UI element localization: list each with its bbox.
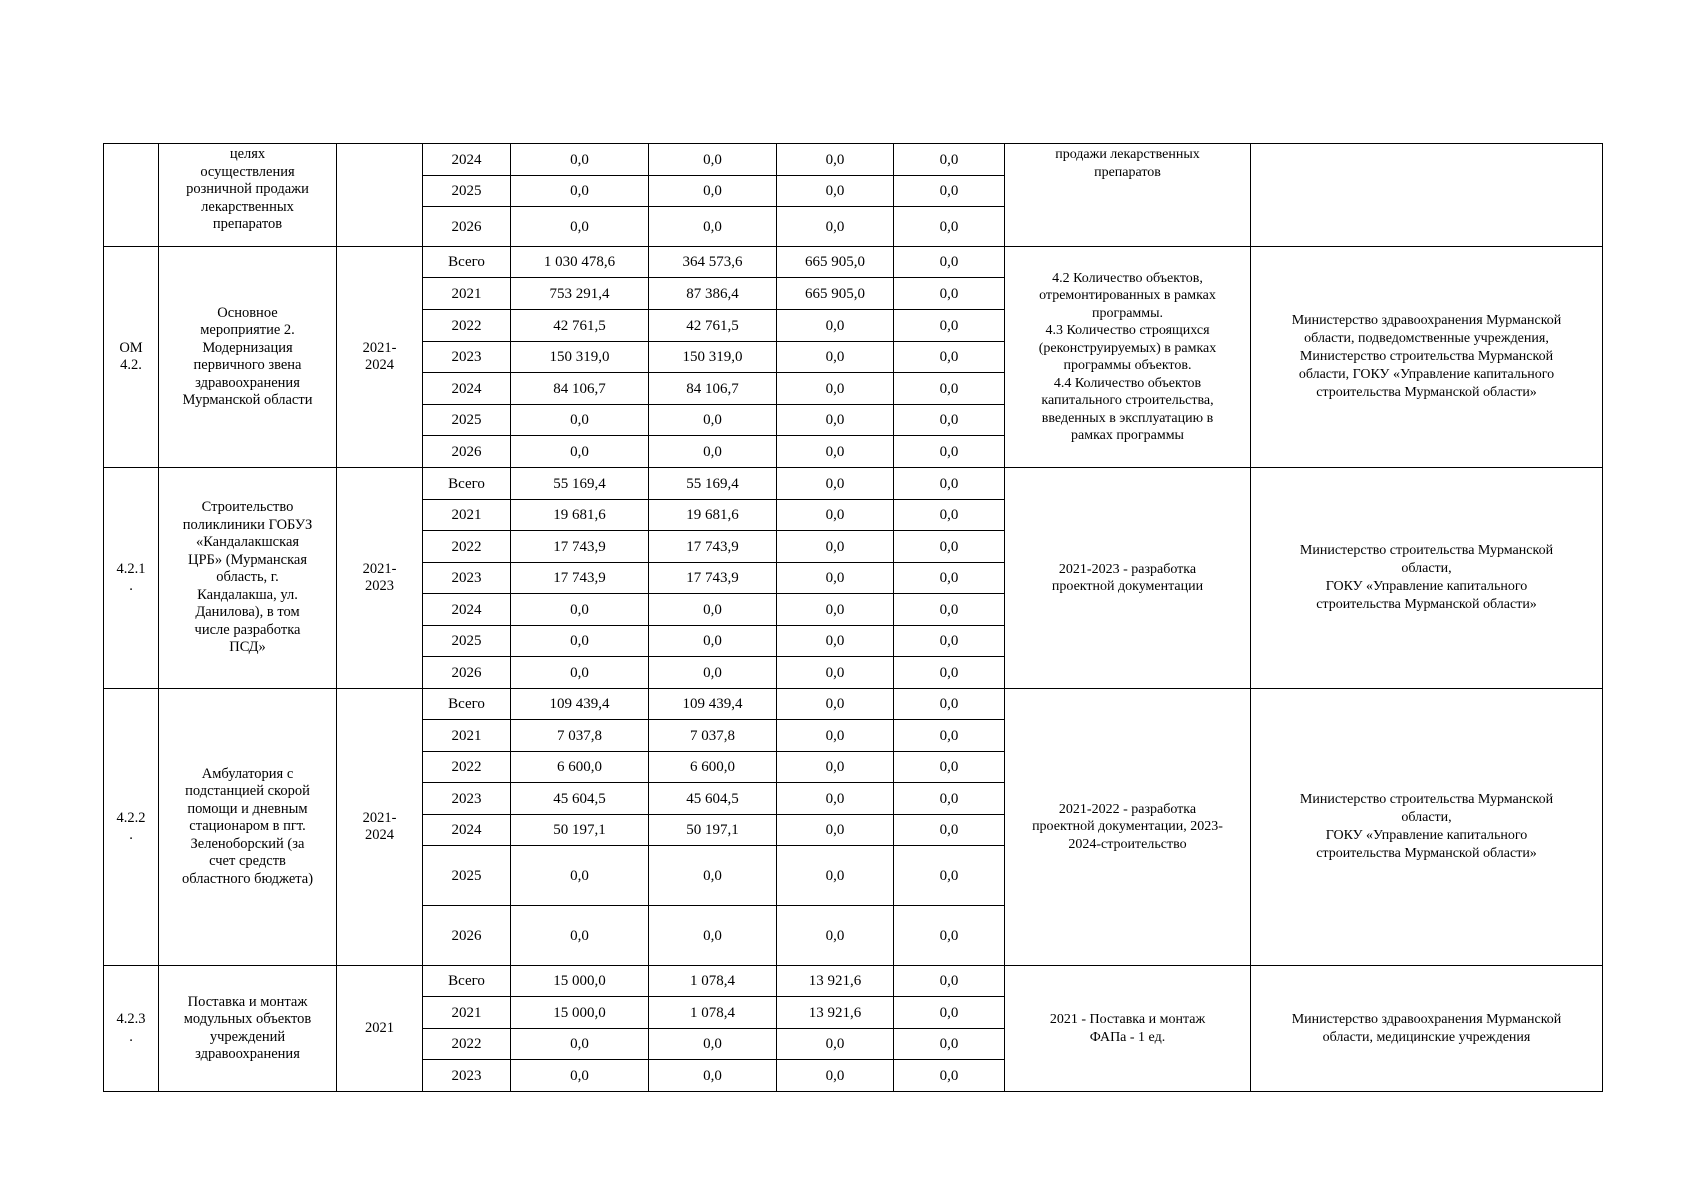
- amount-cell: 0,0: [777, 342, 894, 373]
- amount-cell: 0,0: [649, 594, 777, 626]
- total-amount-cell: 84 106,7: [511, 373, 649, 405]
- total-amount-cell: 0,0: [511, 1029, 649, 1060]
- amount-cell: 13 921,6: [777, 966, 894, 997]
- amount-cell: 109 439,4: [649, 689, 777, 720]
- item-code-cell: [104, 144, 159, 247]
- amount-cell: 0,0: [649, 144, 777, 176]
- amount-cell: 665 905,0: [777, 247, 894, 278]
- total-amount-cell: 17 743,9: [511, 563, 649, 594]
- executor-cell: [1251, 144, 1603, 247]
- total-amount-cell: 109 439,4: [511, 689, 649, 720]
- total-amount-cell: 0,0: [511, 657, 649, 689]
- amount-cell: 0,0: [777, 468, 894, 500]
- amount-cell: 0,0: [649, 176, 777, 207]
- period-cell: [337, 144, 423, 247]
- year-cell: 2021: [423, 720, 511, 752]
- amount-cell: 0,0: [777, 846, 894, 906]
- amount-cell: 6 600,0: [649, 752, 777, 783]
- total-amount-cell: 0,0: [511, 436, 649, 468]
- amount-cell: 0,0: [894, 1060, 1005, 1092]
- amount-cell: 45 604,5: [649, 783, 777, 815]
- amount-cell: 50 197,1: [649, 815, 777, 846]
- amount-cell: 0,0: [894, 468, 1005, 500]
- amount-cell: 0,0: [894, 997, 1005, 1029]
- total-amount-cell: 0,0: [511, 405, 649, 436]
- amount-cell: 0,0: [894, 278, 1005, 310]
- total-amount-cell: 150 319,0: [511, 342, 649, 373]
- period-cell: 2021: [337, 966, 423, 1092]
- amount-cell: 0,0: [894, 594, 1005, 626]
- period-cell: 2021- 2024: [337, 689, 423, 966]
- amount-cell: 0,0: [894, 846, 1005, 906]
- total-amount-cell: 0,0: [511, 906, 649, 966]
- amount-cell: 0,0: [894, 563, 1005, 594]
- amount-cell: 0,0: [777, 815, 894, 846]
- amount-cell: 0,0: [649, 207, 777, 247]
- total-amount-cell: 17 743,9: [511, 531, 649, 563]
- amount-cell: 0,0: [649, 405, 777, 436]
- amount-cell: 19 681,6: [649, 500, 777, 531]
- year-cell: 2024: [423, 144, 511, 176]
- amount-cell: 0,0: [894, 531, 1005, 563]
- item-code-cell: 4.2.3 .: [104, 966, 159, 1092]
- total-amount-cell: 45 604,5: [511, 783, 649, 815]
- executor-cell: Министерство строительства Мурманской области, ГОКУ «Управление капитального строительства Мурманской области»: [1251, 689, 1603, 966]
- total-amount-cell: 50 197,1: [511, 815, 649, 846]
- total-amount-cell: 15 000,0: [511, 966, 649, 997]
- year-cell: 2024: [423, 373, 511, 405]
- total-amount-cell: 6 600,0: [511, 752, 649, 783]
- amount-cell: 0,0: [894, 500, 1005, 531]
- year-cell: 2021: [423, 278, 511, 310]
- amount-cell: 84 106,7: [649, 373, 777, 405]
- year-cell: 2025: [423, 846, 511, 906]
- amount-cell: 0,0: [649, 626, 777, 657]
- item-name-cell: Основное мероприятие 2. Модернизация первичного звена здравоохранения Мурманской области: [159, 247, 337, 468]
- amount-cell: 0,0: [777, 783, 894, 815]
- year-cell: 2023: [423, 563, 511, 594]
- executor-cell: Министерство строительства Мурманской области, ГОКУ «Управление капитального строительства Мурманской области»: [1251, 468, 1603, 689]
- item-code-cell: 4.2.2 .: [104, 689, 159, 966]
- year-cell: 2026: [423, 906, 511, 966]
- amount-cell: 364 573,6: [649, 247, 777, 278]
- amount-cell: 55 169,4: [649, 468, 777, 500]
- total-amount-cell: 0,0: [511, 626, 649, 657]
- year-cell: 2022: [423, 531, 511, 563]
- amount-cell: 0,0: [777, 689, 894, 720]
- total-amount-cell: 753 291,4: [511, 278, 649, 310]
- amount-cell: 0,0: [894, 815, 1005, 846]
- amount-cell: 0,0: [777, 1029, 894, 1060]
- amount-cell: 0,0: [894, 405, 1005, 436]
- result-indicator-cell: продажи лекарственных препаратов: [1005, 144, 1251, 247]
- total-amount-cell: 0,0: [511, 144, 649, 176]
- year-cell: 2026: [423, 207, 511, 247]
- amount-cell: 0,0: [894, 720, 1005, 752]
- table-row: [104, 468, 1603, 500]
- amount-cell: 0,0: [894, 342, 1005, 373]
- amount-cell: 0,0: [894, 906, 1005, 966]
- amount-cell: 0,0: [894, 247, 1005, 278]
- year-cell: 2026: [423, 436, 511, 468]
- amount-cell: 0,0: [777, 594, 894, 626]
- amount-cell: 7 037,8: [649, 720, 777, 752]
- total-amount-cell: 15 000,0: [511, 997, 649, 1029]
- year-cell: 2022: [423, 752, 511, 783]
- total-amount-cell: 0,0: [511, 176, 649, 207]
- table-row: [104, 247, 1603, 278]
- year-cell: 2023: [423, 342, 511, 373]
- amount-cell: 0,0: [777, 207, 894, 247]
- amount-cell: 0,0: [649, 846, 777, 906]
- amount-cell: 0,0: [649, 906, 777, 966]
- amount-cell: 0,0: [777, 906, 894, 966]
- year-cell: 2023: [423, 783, 511, 815]
- year-cell: 2024: [423, 594, 511, 626]
- table-body: [104, 144, 1603, 1092]
- executor-cell: Министерство здравоохранения Мурманской области, медицинские учреждения: [1251, 966, 1603, 1092]
- year-cell: 2026: [423, 657, 511, 689]
- year-cell: Всего: [423, 966, 511, 997]
- item-name-cell: Строительство поликлиники ГОБУЗ «Кандалакшская ЦРБ» (Мурманская область, г. Кандалакша, ул. Данилова), в том числе разработка ПСД»: [159, 468, 337, 689]
- year-cell: Всего: [423, 247, 511, 278]
- amount-cell: 665 905,0: [777, 278, 894, 310]
- year-cell: Всего: [423, 689, 511, 720]
- amount-cell: 0,0: [777, 405, 894, 436]
- amount-cell: 0,0: [649, 1060, 777, 1092]
- total-amount-cell: 55 169,4: [511, 468, 649, 500]
- amount-cell: 0,0: [777, 373, 894, 405]
- amount-cell: 0,0: [777, 176, 894, 207]
- amount-cell: 17 743,9: [649, 563, 777, 594]
- year-cell: 2025: [423, 405, 511, 436]
- year-cell: Всего: [423, 468, 511, 500]
- year-cell: 2025: [423, 176, 511, 207]
- total-amount-cell: 19 681,6: [511, 500, 649, 531]
- table-row: [104, 966, 1603, 997]
- amount-cell: 0,0: [777, 720, 894, 752]
- year-cell: 2022: [423, 1029, 511, 1060]
- amount-cell: 0,0: [894, 144, 1005, 176]
- year-cell: 2022: [423, 310, 511, 342]
- year-cell: 2025: [423, 626, 511, 657]
- result-indicator-cell: 2021-2023 - разработка проектной документации: [1005, 468, 1251, 689]
- total-amount-cell: 0,0: [511, 846, 649, 906]
- amount-cell: 0,0: [777, 436, 894, 468]
- item-name-cell: Амбулатория с подстанцией скорой помощи и дневным стационаром в пгт. Зеленоборский (за счет средств областного бюджета): [159, 689, 337, 966]
- amount-cell: 0,0: [649, 436, 777, 468]
- item-name-cell: целях осуществления розничной продажи лекарственных препаратов: [159, 144, 337, 247]
- amount-cell: 0,0: [777, 752, 894, 783]
- period-cell: 2021- 2024: [337, 247, 423, 468]
- amount-cell: 0,0: [894, 1029, 1005, 1060]
- amount-cell: 0,0: [894, 176, 1005, 207]
- total-amount-cell: 1 030 478,6: [511, 247, 649, 278]
- amount-cell: 1 078,4: [649, 997, 777, 1029]
- year-cell: 2023: [423, 1060, 511, 1092]
- amount-cell: 87 386,4: [649, 278, 777, 310]
- amount-cell: 0,0: [777, 500, 894, 531]
- amount-cell: 0,0: [777, 310, 894, 342]
- table-row: [104, 689, 1603, 720]
- amount-cell: 0,0: [777, 1060, 894, 1092]
- item-name-cell: Поставка и монтаж модульных объектов учреждений здравоохранения: [159, 966, 337, 1092]
- result-indicator-cell: 4.2 Количество объектов, отремонтированных в рамках программы. 4.3 Количество строящихся (реконструируемых) в рамках программы объектов. 4.4 Количество объектов капитального строительства, введенных в эксплуатацию в рамках программы: [1005, 247, 1251, 468]
- amount-cell: 0,0: [777, 657, 894, 689]
- amount-cell: 0,0: [777, 563, 894, 594]
- amount-cell: 0,0: [894, 783, 1005, 815]
- result-indicator-cell: 2021 - Поставка и монтаж ФАПа - 1 ед.: [1005, 966, 1251, 1092]
- total-amount-cell: 0,0: [511, 594, 649, 626]
- executor-cell: Министерство здравоохранения Мурманской области, подведомственные учреждения, Министерство строительства Мурманской области, ГОКУ «Управление капитального строительства Мурманской области»: [1251, 247, 1603, 468]
- total-amount-cell: 0,0: [511, 207, 649, 247]
- item-code-cell: 4.2.1 .: [104, 468, 159, 689]
- amount-cell: 0,0: [894, 752, 1005, 783]
- amount-cell: 0,0: [894, 207, 1005, 247]
- amount-cell: 17 743,9: [649, 531, 777, 563]
- period-cell: 2021- 2023: [337, 468, 423, 689]
- amount-cell: 0,0: [894, 626, 1005, 657]
- amount-cell: 0,0: [777, 626, 894, 657]
- total-amount-cell: 7 037,8: [511, 720, 649, 752]
- year-cell: 2021: [423, 500, 511, 531]
- amount-cell: 1 078,4: [649, 966, 777, 997]
- total-amount-cell: 0,0: [511, 1060, 649, 1092]
- amount-cell: 0,0: [894, 966, 1005, 997]
- amount-cell: 0,0: [894, 436, 1005, 468]
- amount-cell: 0,0: [649, 1029, 777, 1060]
- program-table: [103, 143, 1603, 1092]
- amount-cell: 0,0: [894, 689, 1005, 720]
- total-amount-cell: 42 761,5: [511, 310, 649, 342]
- amount-cell: 0,0: [649, 657, 777, 689]
- item-code-cell: ОМ 4.2.: [104, 247, 159, 468]
- amount-cell: 0,0: [894, 310, 1005, 342]
- amount-cell: 0,0: [777, 144, 894, 176]
- table-row: [104, 144, 1603, 176]
- amount-cell: 42 761,5: [649, 310, 777, 342]
- year-cell: 2024: [423, 815, 511, 846]
- year-cell: 2021: [423, 997, 511, 1029]
- amount-cell: 0,0: [894, 657, 1005, 689]
- amount-cell: 150 319,0: [649, 342, 777, 373]
- amount-cell: 0,0: [777, 531, 894, 563]
- amount-cell: 13 921,6: [777, 997, 894, 1029]
- result-indicator-cell: 2021-2022 - разработка проектной документации, 2023- 2024-строительство: [1005, 689, 1251, 966]
- amount-cell: 0,0: [894, 373, 1005, 405]
